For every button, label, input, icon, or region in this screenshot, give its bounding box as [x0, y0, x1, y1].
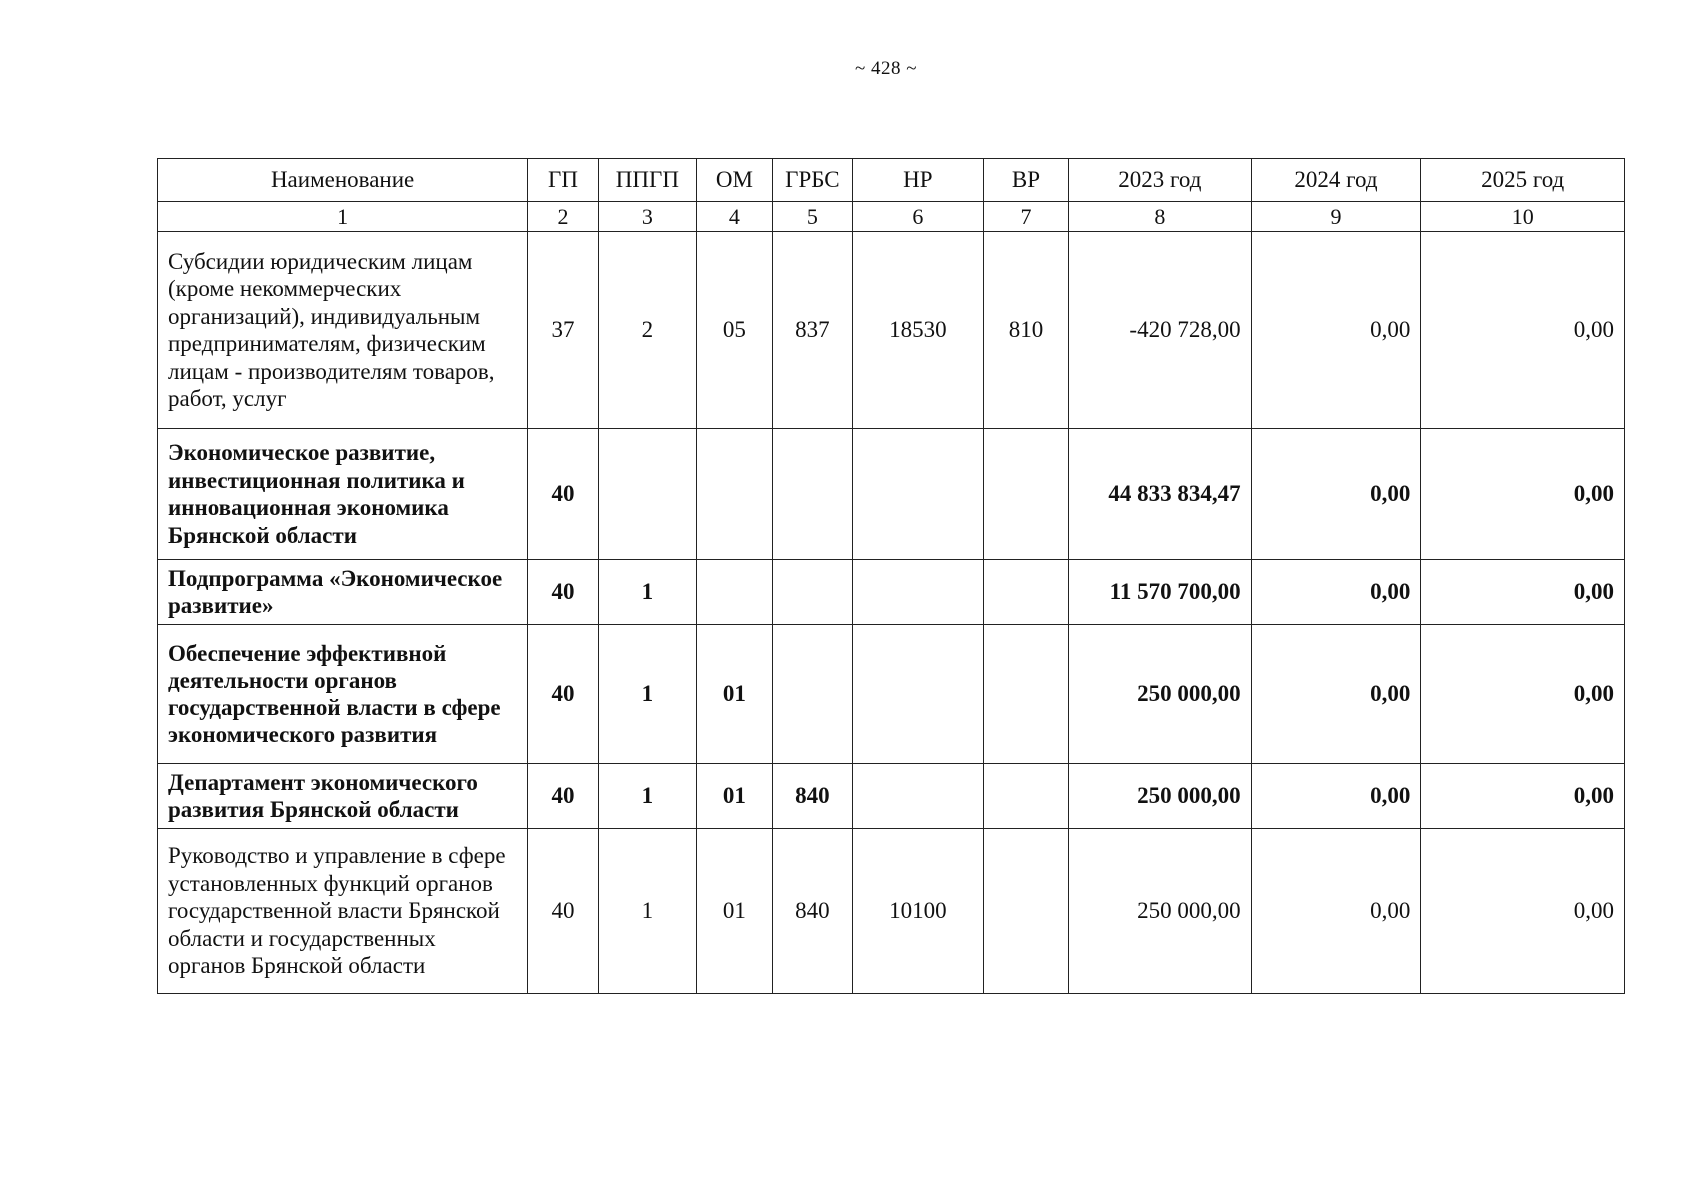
row-ppgp: 2 [598, 232, 696, 429]
row-ppgp [598, 429, 696, 560]
row-om [696, 429, 772, 560]
row-name: Экономическое развитие, инвестиционная политика и инновационная экономика Брянской области [158, 429, 528, 560]
column-number: 3 [598, 202, 696, 232]
row-amount-2023: 250 000,00 [1069, 764, 1251, 829]
header-name: Наименование [158, 159, 528, 202]
row-vr [983, 764, 1068, 829]
row-gp: 40 [528, 560, 599, 625]
column-number: 10 [1421, 202, 1625, 232]
row-grbs: 837 [772, 232, 852, 429]
row-nr: 18530 [852, 232, 983, 429]
row-name: Подпрограмма «Экономическое развитие» [158, 560, 528, 625]
header-2025: 2025 год [1421, 159, 1625, 202]
header-nr: НР [852, 159, 983, 202]
table-row [158, 764, 1625, 829]
row-amount-2025: 0,00 [1421, 764, 1625, 829]
row-gp: 40 [528, 429, 599, 560]
table-row [158, 429, 1625, 560]
column-number: 5 [772, 202, 852, 232]
header-row [158, 159, 1625, 202]
row-nr [852, 764, 983, 829]
header-2024: 2024 год [1251, 159, 1421, 202]
row-vr [983, 429, 1068, 560]
row-amount-2025: 0,00 [1421, 625, 1625, 764]
row-grbs: 840 [772, 764, 852, 829]
row-amount-2023: 44 833 834,47 [1069, 429, 1251, 560]
row-nr [852, 429, 983, 560]
row-ppgp: 1 [598, 560, 696, 625]
row-nr [852, 560, 983, 625]
header-om: ОМ [696, 159, 772, 202]
column-number: 4 [696, 202, 772, 232]
row-gp: 37 [528, 232, 599, 429]
row-vr [983, 829, 1068, 994]
row-amount-2025: 0,00 [1421, 232, 1625, 429]
column-number: 7 [983, 202, 1068, 232]
row-gp: 40 [528, 625, 599, 764]
column-number-row [158, 202, 1625, 232]
row-amount-2023: 250 000,00 [1069, 829, 1251, 994]
row-grbs [772, 429, 852, 560]
row-amount-2025: 0,00 [1421, 560, 1625, 625]
row-vr [983, 560, 1068, 625]
row-om: 01 [696, 625, 772, 764]
table-row [158, 625, 1625, 764]
row-ppgp: 1 [598, 625, 696, 764]
row-vr: 810 [983, 232, 1068, 429]
budget-table [157, 158, 1625, 994]
column-number: 9 [1251, 202, 1421, 232]
column-number: 2 [528, 202, 599, 232]
row-name: Руководство и управление в сфере установленных функций органов государственной власти Брянской области и государственных органов Брянской области [158, 829, 528, 994]
row-amount-2024: 0,00 [1251, 560, 1421, 625]
row-grbs [772, 625, 852, 764]
row-name: Департамент экономического развития Брянской области [158, 764, 528, 829]
header-ppgp: ППГП [598, 159, 696, 202]
column-number: 8 [1069, 202, 1251, 232]
row-om: 01 [696, 829, 772, 994]
row-gp: 40 [528, 829, 599, 994]
row-amount-2024: 0,00 [1251, 764, 1421, 829]
row-nr [852, 625, 983, 764]
row-grbs [772, 560, 852, 625]
row-om: 01 [696, 764, 772, 829]
row-amount-2023: 11 570 700,00 [1069, 560, 1251, 625]
row-om: 05 [696, 232, 772, 429]
row-name: Обеспечение эффективной деятельности органов государственной власти в сфере экономического развития [158, 625, 528, 764]
header-grbs: ГРБС [772, 159, 852, 202]
row-nr: 10100 [852, 829, 983, 994]
header-gp: ГП [528, 159, 599, 202]
row-grbs: 840 [772, 829, 852, 994]
column-number: 6 [852, 202, 983, 232]
row-amount-2024: 0,00 [1251, 232, 1421, 429]
row-amount-2023: 250 000,00 [1069, 625, 1251, 764]
row-ppgp: 1 [598, 829, 696, 994]
row-amount-2024: 0,00 [1251, 429, 1421, 560]
row-amount-2024: 0,00 [1251, 625, 1421, 764]
row-ppgp: 1 [598, 764, 696, 829]
row-name: Субсидии юридическим лицам (кроме некоммерческих организаций), индивидуальным предпринимателям, физическим лицам - производителям товаров, работ, услуг [158, 232, 528, 429]
row-amount-2025: 0,00 [1421, 829, 1625, 994]
row-amount-2023: -420 728,00 [1069, 232, 1251, 429]
row-om [696, 560, 772, 625]
row-gp: 40 [528, 764, 599, 829]
table-row [158, 829, 1625, 994]
table-row [158, 232, 1625, 429]
row-amount-2024: 0,00 [1251, 829, 1421, 994]
column-number: 1 [158, 202, 528, 232]
row-amount-2025: 0,00 [1421, 429, 1625, 560]
page-number: ~ 428 ~ [854, 58, 918, 79]
header-vr: ВР [983, 159, 1068, 202]
table-row [158, 560, 1625, 625]
header-2023: 2023 год [1069, 159, 1251, 202]
row-vr [983, 625, 1068, 764]
